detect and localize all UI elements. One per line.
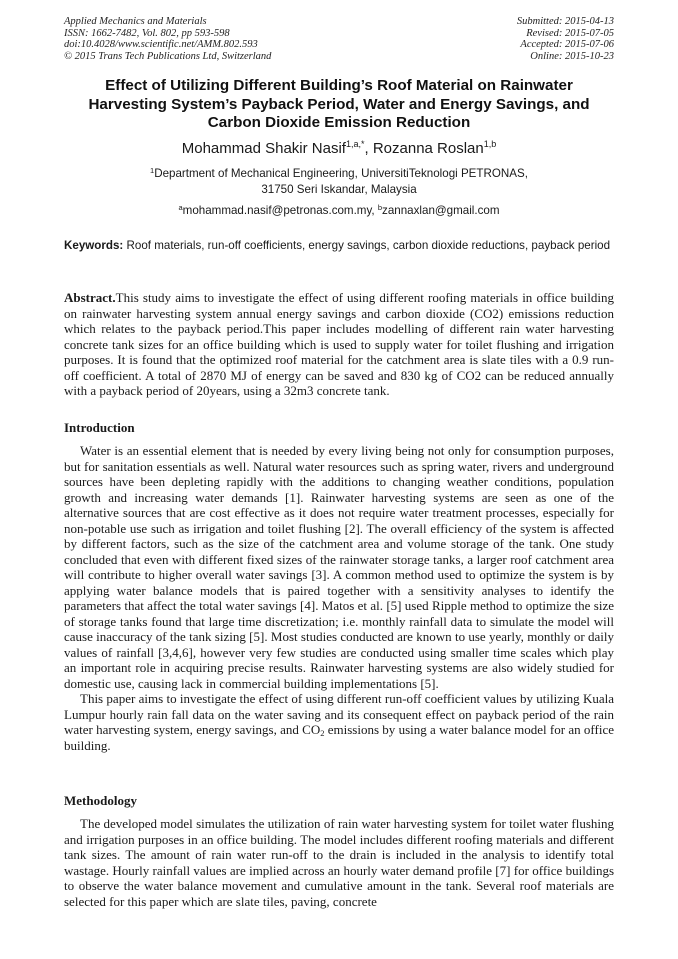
author-name: Mohammad Shakir Nasif: [181, 140, 346, 157]
introduction-body: [64, 443, 614, 753]
section-heading-introduction: Introduction: [64, 420, 135, 435]
issn: ISSN: 1662-7482, Vol. 802, pp 593-598: [64, 27, 230, 39]
abstract-text: This study aims to investigate the effect of using different roofing materials in office building on rainwater harvesting system annual energy savings and carbon dioxide (CO2) emissions reduction which relates to the payback period.This paper includes modelling of different rain water harvesting concrete tank sizes for an office building which is used to supply water for toilet flushing and irrigation purposes. It is found that the optimized roof material for the catchment area is slate tiles with a 0.9 run-off coefficient. A total of 2870 MJ of energy can be saved and 830 kg of CO2 can be reduced annually with a payback period of 20years, using a 32m3 concrete tank.: [64, 290, 614, 398]
title-line: Effect of Utilizing Different Building’s Roof Material on Rainwater: [105, 77, 573, 94]
paragraph: [64, 691, 614, 753]
author-list: [0, 140, 678, 158]
affiliation-line: Department of Mechanical Engineering, UniversitiTeknologi PETRONAS,: [154, 167, 528, 180]
publication-dates: [517, 16, 614, 62]
affiliation: [0, 166, 678, 197]
paragraph-text: This paper aims to investigate the effect of using different run-off coefficient values by utilizing Kuala Lumpur hourly rain fall data on the water saving and its consequent effect on payback period of the rain water harvesting system, energy savings, and CO: [64, 691, 614, 737]
author-name: Rozanna Roslan: [372, 140, 484, 157]
email-marker: a: [178, 203, 183, 212]
online-date: Online: 2015-10-23: [530, 50, 614, 62]
submitted-date: Submitted: 2015-04-13: [516, 16, 614, 27]
abstract: [64, 290, 614, 399]
keywords: [64, 239, 614, 254]
journal-info: [64, 16, 271, 62]
author-separator: ,: [364, 140, 373, 157]
paragraph: The developed model simulates the utilization of rain water harvesting system for toilet water flushing and irrigation purposes in an office building. The model includes different roofing materials and different tank sizes. The amount of rain water run-off to the drain is included in the analysis to identify total wastage. Hourly rainfall values are implied across an hourly water demand profile [7] for office buildings to observe the water balance movement and cumulative amount in the tank. Several roof materials are selected for this paper which are slate tiles, paving, concrete: [64, 816, 614, 909]
copyright: © 2015 Trans Tech Publications Ltd, Switzerland: [64, 50, 272, 62]
journal-name: Applied Mechanics and Materials: [64, 16, 207, 27]
paragraph-text: emissions by using a water balance model for an office building.: [64, 722, 614, 753]
author-affiliation-marker: 1,b: [483, 139, 497, 149]
email-address[interactable]: mohammad.nasif@petronas.com.my,: [182, 204, 378, 217]
affiliation-marker: 1: [150, 166, 155, 175]
email-address[interactable]: zannaxlan@gmail.com: [382, 204, 500, 217]
section-heading-methodology: Methodology: [64, 793, 137, 808]
email-marker: b: [377, 203, 383, 212]
methodology-body: [64, 816, 614, 909]
title-line: Harvesting System’s Payback Period, Water and Energy Savings, and: [88, 95, 590, 113]
doi: doi:10.4028/www.scientific.net/AMM.802.593: [64, 39, 258, 50]
paper-title: [60, 77, 618, 133]
keywords-text: Roof materials, run-off coefficients, energy savings, carbon dioxide reductions, payback period: [123, 239, 611, 252]
author-affiliation-marker: 1,a,*: [345, 139, 365, 149]
accepted-date: Accepted: 2015-07-06: [520, 39, 614, 50]
subscript: 2: [320, 728, 325, 738]
author-emails: [0, 203, 678, 218]
keywords-label: Keywords:: [64, 239, 124, 252]
paragraph: Water is an essential element that is needed by every living being not only for consumption purposes, but for sanitation essentials as well. Natural water resources such as spring water, rivers and underground sources have been depleting rapidly with the additions to changing weather conditions, population growth and increasing water demands [1]. Rainwater harvesting systems are seen as one of the alternative sources that are cost effective as it does not require water treatment processes, especially for non-potable use such as irrigation and toilet flushing [2]. The overall efficiency of the system is affected by different factors, such as the size of the catchment area and volume storage of the tank. One study concluded that even with different fixed sizes of the rainwater storage tanks, a larger roof catchment area will contribute to higher overall water savings [3]. A common method used to optimize the system is by applying water balance models that is paired together with a sensitivity analyses to identify the parameters that affect the total water savings [4]. Matos et al. [5] used Ripple method to optimize the size of storage tanks found that large time discretization; i.e. monthly rainfall data to simulate the model will cause inaccuracy of the tank sizing [5]. Most studies conducted are known to use yearly, monthly or daily values of rainfall [3,4,6], however very few studies are conducted using smaller time scales which play an important role in acquiring precise results. Rainwater harvesting systems are also widely studied for domestic use, causing lack in commercial building implementations [5].: [64, 443, 614, 691]
title-line: Carbon Dioxide Emission Reduction: [207, 114, 471, 132]
revised-date: Revised: 2015-07-05: [526, 27, 614, 39]
affiliation-line: 31750 Seri Iskandar, Malaysia: [261, 182, 417, 196]
abstract-label: Abstract.: [64, 290, 116, 305]
